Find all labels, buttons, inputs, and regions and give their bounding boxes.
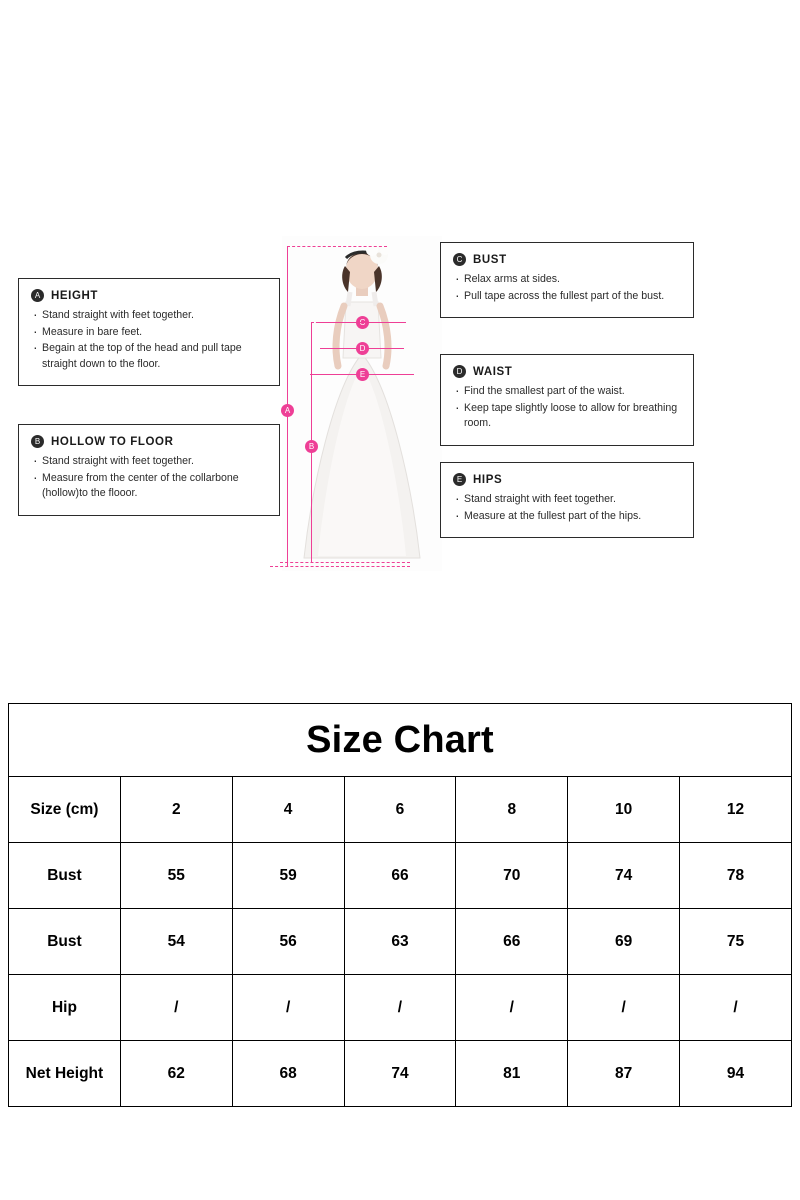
callout-hips: [440, 462, 694, 538]
row-header: Bust: [9, 843, 121, 909]
table-cell: 63: [344, 909, 456, 975]
table-cell: 66: [344, 843, 456, 909]
list-item: · Keep tape slightly loose to allow for breathing room.: [453, 401, 681, 432]
callout-bust-label: BUST: [473, 253, 507, 266]
marker-e: E: [356, 368, 369, 381]
table-cell: 94: [680, 1041, 792, 1107]
table-cell: /: [680, 975, 792, 1041]
callout-height-title: [31, 289, 267, 302]
callout-hips-label: HIPS: [473, 473, 503, 486]
list-item: · Relax arms at sides.: [453, 272, 681, 288]
table-cell: /: [344, 975, 456, 1041]
column-header: 6: [344, 777, 456, 843]
callout-hips-list: [453, 492, 681, 524]
table-cell: /: [456, 975, 568, 1041]
column-header: Size (cm): [9, 777, 121, 843]
callout-waist-list: [453, 384, 681, 432]
table-cell: /: [232, 975, 344, 1041]
table-cell: 74: [568, 843, 680, 909]
column-header: 12: [680, 777, 792, 843]
table-cell: 68: [232, 1041, 344, 1107]
table-cell: /: [120, 975, 232, 1041]
badge-d-icon: D: [453, 365, 466, 378]
list-item: · Stand straight with feet together.: [31, 308, 267, 324]
size-chart-title: Size Chart: [9, 704, 792, 777]
table-cell: 74: [344, 1041, 456, 1107]
table-cell: 66: [456, 909, 568, 975]
callout-bust: [440, 242, 694, 318]
table-cell: 59: [232, 843, 344, 909]
marker-c: C: [356, 316, 369, 329]
table-row: [9, 1041, 792, 1107]
row-header: Hip: [9, 975, 121, 1041]
callout-height-label: HEIGHT: [51, 289, 99, 302]
list-item: · Stand straight with feet together.: [453, 492, 681, 508]
callout-hollow-label: HOLLOW TO FLOOR: [51, 435, 174, 448]
callout-height-list: [31, 308, 267, 372]
table-cell: 75: [680, 909, 792, 975]
list-item: · Stand straight with feet together.: [31, 454, 267, 470]
column-header: 2: [120, 777, 232, 843]
badge-b-icon: B: [31, 435, 44, 448]
row-header: Bust: [9, 909, 121, 975]
table-cell: /: [568, 975, 680, 1041]
list-item: · Pull tape across the fullest part of the bust.: [453, 289, 681, 305]
callout-bust-list: [453, 272, 681, 304]
column-header: 10: [568, 777, 680, 843]
table-cell: 54: [120, 909, 232, 975]
row-header: Net Height: [9, 1041, 121, 1107]
badge-c-icon: C: [453, 253, 466, 266]
hollow-bottom-guide: [280, 562, 410, 563]
table-row: [9, 909, 792, 975]
column-header: 8: [456, 777, 568, 843]
list-item: · Begain at the top of the head and pull tape straight down to the floor.: [31, 341, 267, 372]
table-title-row: [9, 704, 792, 777]
callout-waist-label: WAIST: [473, 365, 513, 378]
list-item: · Measure at the fullest part of the hips.: [453, 509, 681, 525]
table-header-row: [9, 777, 792, 843]
marker-b: B: [305, 440, 318, 453]
size-chart-table: [8, 703, 792, 1107]
column-header: 4: [232, 777, 344, 843]
callout-hollow-to-floor: [18, 424, 280, 516]
table-row: [9, 843, 792, 909]
hollow-top-guide: [311, 322, 363, 323]
table-cell: 70: [456, 843, 568, 909]
callout-waist: [440, 354, 694, 446]
callout-hollow-list: [31, 454, 267, 502]
callout-hollow-title: [31, 435, 267, 448]
table-cell: 81: [456, 1041, 568, 1107]
height-bottom-guide: [270, 566, 410, 567]
list-item: · Measure in bare feet.: [31, 325, 267, 341]
dress-illustration: [282, 236, 442, 571]
callout-hips-title: [453, 473, 681, 486]
table-row: [9, 975, 792, 1041]
badge-e-icon: E: [453, 473, 466, 486]
list-item: · Find the smallest part of the waist.: [453, 384, 681, 400]
size-chart: [8, 703, 792, 1107]
list-item: · Measure from the center of the collarbone (hollow)to the flooor.: [31, 471, 267, 502]
table-cell: 55: [120, 843, 232, 909]
marker-d: D: [356, 342, 369, 355]
table-cell: 78: [680, 843, 792, 909]
height-top-guide: [287, 246, 387, 247]
badge-a-icon: A: [31, 289, 44, 302]
model-photo: [282, 236, 442, 571]
table-cell: 69: [568, 909, 680, 975]
callout-height: [18, 278, 280, 386]
table-cell: 62: [120, 1041, 232, 1107]
table-cell: 56: [232, 909, 344, 975]
callout-bust-title: [453, 253, 681, 266]
table-cell: 87: [568, 1041, 680, 1107]
callout-waist-title: [453, 365, 681, 378]
marker-a: A: [281, 404, 294, 417]
